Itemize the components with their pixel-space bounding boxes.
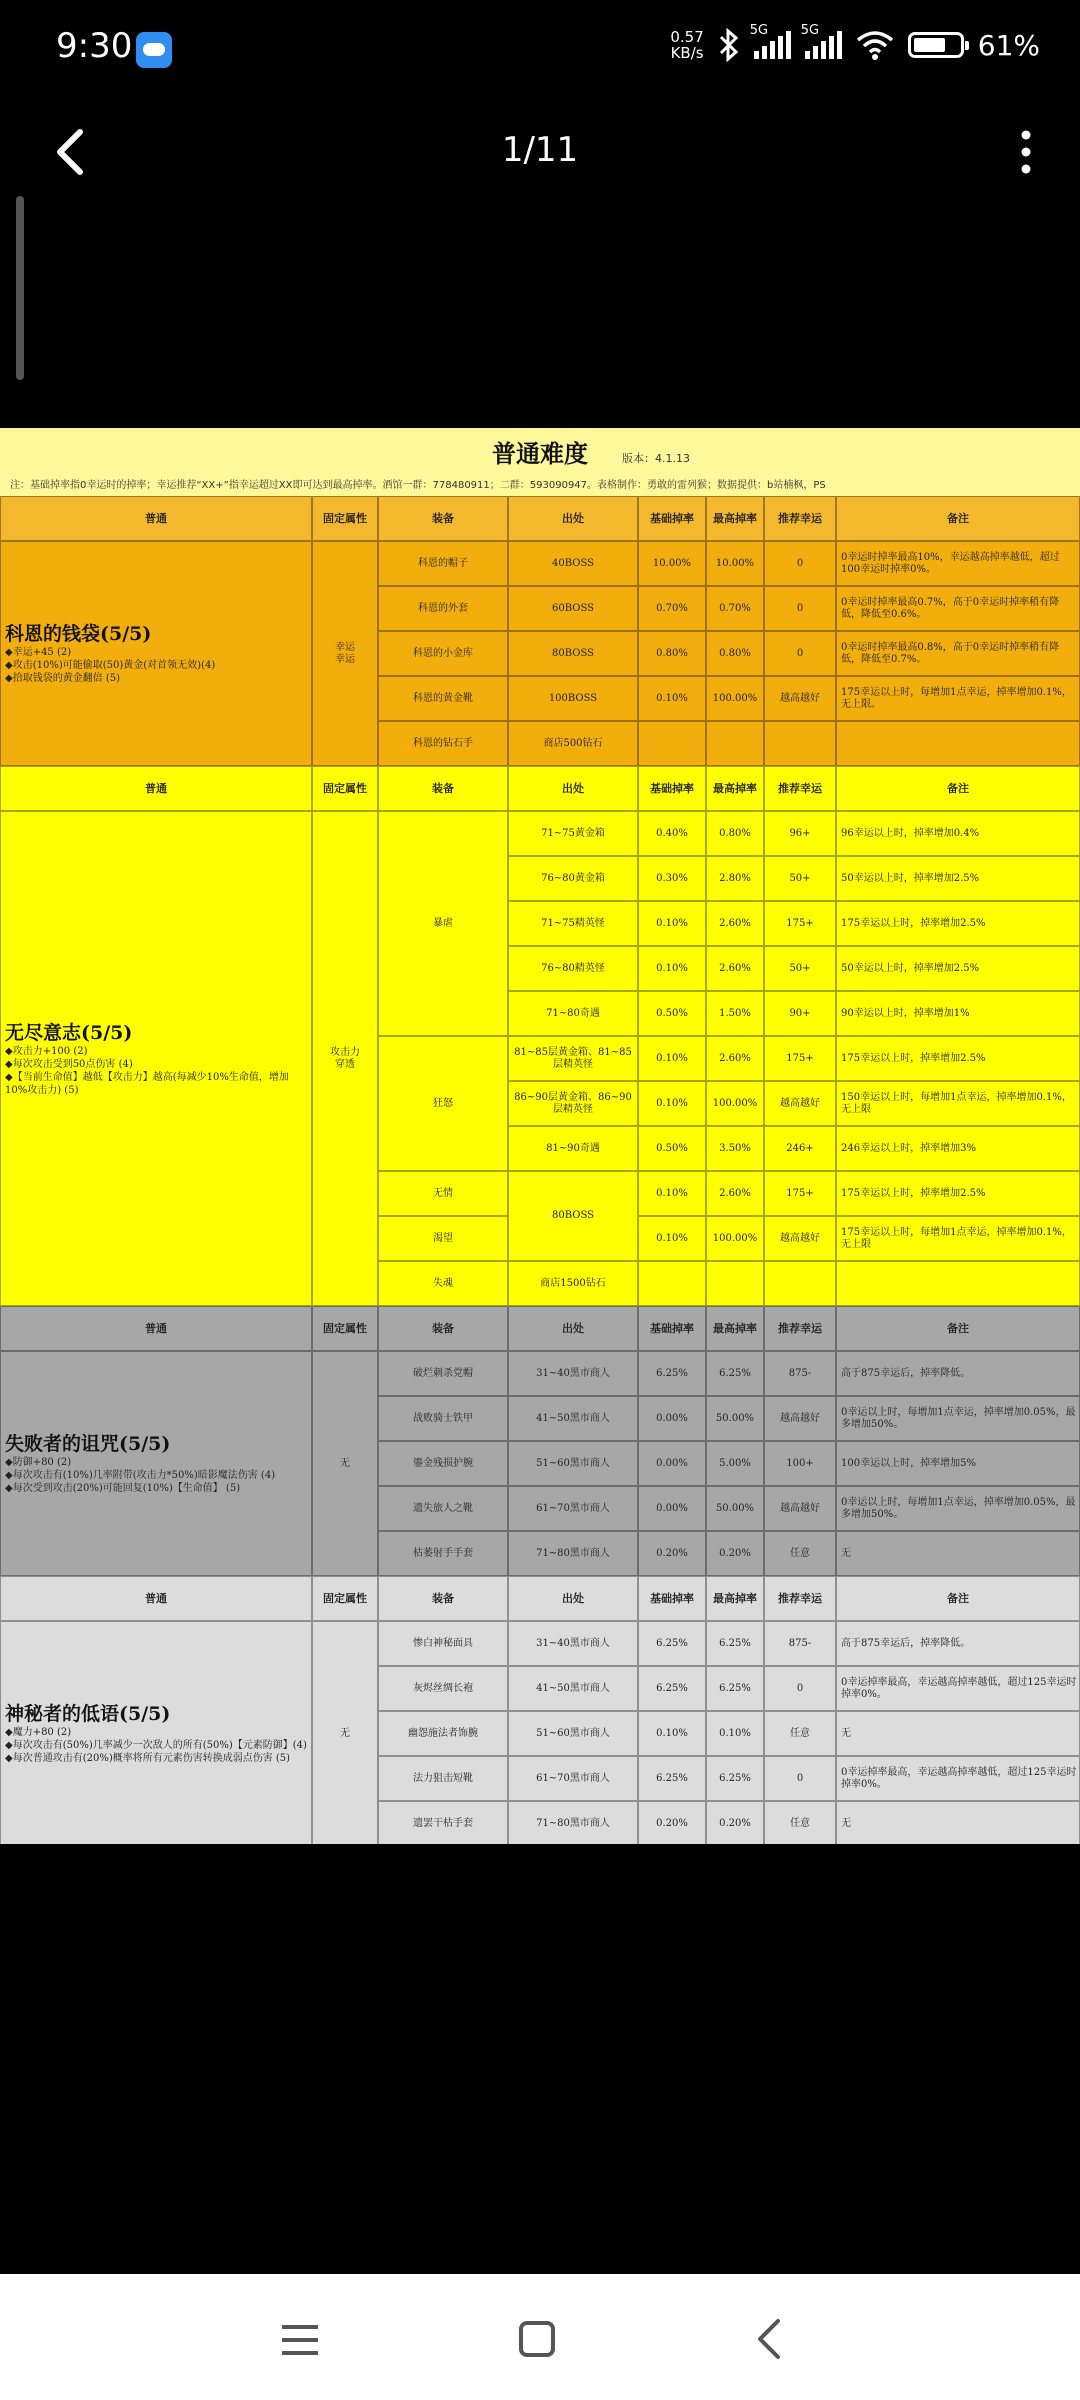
luck-cell: 96+ <box>764 811 836 856</box>
max-rate-cell: 6.25% <box>706 1621 764 1666</box>
base-rate-cell: 0.10% <box>638 901 706 946</box>
set-effect: ◆每次攻击有(10%)几率附带(攻击力*50%)暗影魔法伤害 (4) <box>5 1470 276 1481</box>
max-rate-cell: 0.20% <box>706 1531 764 1576</box>
set-effect: ◆拾取钱袋的黄金翻倍 (5) <box>5 673 121 684</box>
set-name: 神秘者的低语(5/5) <box>5 1703 171 1725</box>
header-note: 备注 <box>836 1306 1080 1351</box>
set-effect: ◆每次攻击有(50%)几率减少一次敌人的所有(50%)【元素防御】(4) <box>5 1740 307 1751</box>
base-rate-cell: 0.10% <box>638 946 706 991</box>
set-effect: ◆防御+80 (2) <box>5 1457 72 1468</box>
header-note: 备注 <box>836 766 1080 811</box>
set-effect: ◆攻击(10%)可能偷取(50)黄金(对首领无效)(4) <box>5 660 216 671</box>
header-luck: 推荐幸运 <box>764 496 836 541</box>
base-rate-cell: 0.50% <box>638 1126 706 1171</box>
equip-cell: 灰烬丝绸长袍 <box>378 1666 508 1711</box>
note-cell: 175幸运以上时，每增加1点幸运，掉率增加0.1%，无上限。 <box>836 676 1080 721</box>
source-cell: 60BOSS <box>508 586 638 631</box>
source-cell: 76~80精英怪 <box>508 946 638 991</box>
header-fixed: 固定属性 <box>312 1576 378 1621</box>
set-effect: ◆【当前生命值】越低【攻击力】越高(每减少10%生命值，增加10%攻击力) (5) <box>5 1071 289 1096</box>
max-rate-cell: 10.00% <box>706 541 764 586</box>
note-cell: 高于875幸运后，掉率降低。 <box>836 1351 1080 1396</box>
base-rate-cell: 0.80% <box>638 631 706 676</box>
header-max-rate: 最高掉率 <box>706 496 764 541</box>
header-set: 普通 <box>0 1576 312 1621</box>
equip-cell: 狂怒 <box>378 1036 508 1171</box>
base-rate-cell: 6.25% <box>638 1621 706 1666</box>
header-set: 普通 <box>0 1306 312 1351</box>
header-fixed: 固定属性 <box>312 1306 378 1351</box>
net-speed-value: 0.57 <box>670 28 704 46</box>
header-equip: 装备 <box>378 1576 508 1621</box>
header-luck: 推荐幸运 <box>764 1576 836 1621</box>
header-source: 出处 <box>508 1306 638 1351</box>
max-rate-cell: 0.20% <box>706 1801 764 1844</box>
source-cell: 商店1500钻石 <box>508 1261 638 1306</box>
source-cell: 31~40黑市商人 <box>508 1621 638 1666</box>
header-base-rate: 基础掉率 <box>638 496 706 541</box>
header-max-rate: 最高掉率 <box>706 1576 764 1621</box>
document-title-band <box>0 428 1080 497</box>
source-cell: 100BOSS <box>508 676 638 721</box>
source-cell: 71~80奇遇 <box>508 991 638 1036</box>
base-rate-cell: 0.10% <box>638 1216 706 1261</box>
max-rate-cell: 6.25% <box>706 1351 764 1396</box>
equip-cell: 枯萎射手手套 <box>378 1531 508 1576</box>
max-rate-cell: 6.25% <box>706 1666 764 1711</box>
max-rate-cell: 1.50% <box>706 991 764 1036</box>
luck-cell: 越高越好 <box>764 1396 836 1441</box>
equip-cell: 遗罢干枯手套 <box>378 1801 508 1844</box>
luck-cell: 0 <box>764 631 836 676</box>
base-rate-cell: 0.10% <box>638 1081 706 1126</box>
base-rate-cell: 6.25% <box>638 1666 706 1711</box>
more-vert-icon[interactable] <box>1020 130 1032 174</box>
home-square-icon[interactable] <box>518 2320 556 2358</box>
max-rate-cell: 50.00% <box>706 1396 764 1441</box>
base-rate-cell <box>638 1261 706 1306</box>
note-cell: 50幸运以上时，掉率增加2.5% <box>836 946 1080 991</box>
luck-cell <box>764 721 836 766</box>
base-rate-cell: 10.00% <box>638 541 706 586</box>
signal-2-label: 5G <box>800 23 820 38</box>
equip-cell: 科恩的钻石手 <box>378 721 508 766</box>
equip-cell: 鎏金残损护腕 <box>378 1441 508 1486</box>
source-cell: 76~80黄金箱 <box>508 856 638 901</box>
set-info <box>5 1432 275 1495</box>
max-rate-cell: 2.80% <box>706 856 764 901</box>
note-cell: 175幸运以上时，掉率增加2.5% <box>836 901 1080 946</box>
document-image[interactable] <box>0 428 1080 1844</box>
max-rate-cell <box>706 721 764 766</box>
max-rate-cell: 0.80% <box>706 811 764 856</box>
base-rate-cell: 0.10% <box>638 1036 706 1081</box>
max-rate-cell: 2.60% <box>706 901 764 946</box>
max-rate-cell: 5.00% <box>706 1441 764 1486</box>
back-chevron-icon[interactable] <box>756 2318 782 2360</box>
base-rate-cell: 0.20% <box>638 1801 706 1844</box>
base-rate-cell: 0.20% <box>638 1531 706 1576</box>
set-effect: ◆每次攻击受到50点伤害 (4) <box>5 1058 133 1070</box>
cloud-app-icon <box>136 32 172 68</box>
document-title: 普通难度 <box>492 439 588 468</box>
luck-cell <box>764 1261 836 1306</box>
header-source: 出处 <box>508 496 638 541</box>
fixed-attr-cell: 幸运 幸运 <box>312 541 378 766</box>
header-equip: 装备 <box>378 766 508 811</box>
fixed-attr-cell: 无 <box>312 1351 378 1576</box>
equip-cell: 暴虐 <box>378 811 508 1036</box>
battery-icon <box>908 32 964 58</box>
equip-cell: 遗失旅人之靴 <box>378 1486 508 1531</box>
header-fixed: 固定属性 <box>312 496 378 541</box>
max-rate-cell: 50.00% <box>706 1486 764 1531</box>
equip-cell: 战败骑士铁甲 <box>378 1396 508 1441</box>
set-effect: ◆幸运+45 (2) <box>5 647 72 658</box>
luck-cell: 875- <box>764 1351 836 1396</box>
equip-cell: 幽怨施法者饰腕 <box>378 1711 508 1756</box>
max-rate-cell: 2.60% <box>706 1036 764 1081</box>
base-rate-cell: 0.40% <box>638 811 706 856</box>
set-info <box>5 1021 309 1097</box>
system-nav-bar <box>0 2274 1080 2400</box>
source-cell: 71~75精英怪 <box>508 901 638 946</box>
source-cell: 71~80黑市商人 <box>508 1531 638 1576</box>
set-effect: ◆攻击力+100 (2) <box>5 1045 88 1057</box>
fixed-attr-cell: 攻击力 穿透 <box>312 811 378 1306</box>
max-rate-cell: 0.70% <box>706 586 764 631</box>
source-cell: 81~90奇遇 <box>508 1126 638 1171</box>
bluetooth-icon <box>718 28 740 62</box>
max-rate-cell: 0.80% <box>706 631 764 676</box>
set-cell <box>0 1621 312 1844</box>
note-cell: 无 <box>836 1801 1080 1844</box>
header-note: 备注 <box>836 496 1080 541</box>
signal-2-icon <box>800 23 842 59</box>
note-cell: 246幸运以上时，掉率增加3% <box>836 1126 1080 1171</box>
luck-cell: 50+ <box>764 946 836 991</box>
note-cell: 高于875幸运后，掉率降低。 <box>836 1621 1080 1666</box>
luck-cell: 越高越好 <box>764 1216 836 1261</box>
net-speed-unit: KB/s <box>670 44 704 62</box>
base-rate-cell: 0.10% <box>638 1171 706 1216</box>
luck-cell: 越高越好 <box>764 676 836 721</box>
note-cell: 0幸运时掉率最高10%，幸运越高掉率越低，超过100幸运时掉率0%。 <box>836 541 1080 586</box>
luck-cell: 875- <box>764 1621 836 1666</box>
menu-icon[interactable] <box>280 2322 320 2358</box>
header-luck: 推荐幸运 <box>764 1306 836 1351</box>
max-rate-cell: 100.00% <box>706 1216 764 1261</box>
luck-cell: 任意 <box>764 1801 836 1844</box>
set-cell <box>0 1351 312 1576</box>
set-effect: ◆每次受到攻击(20%)可能回复(10%)【生命值】 (5) <box>5 1483 241 1494</box>
set-info <box>5 622 215 685</box>
note-cell: 无 <box>836 1711 1080 1756</box>
fixed-attr-cell: 无 <box>312 1621 378 1844</box>
signal-1-label: 5G <box>749 23 769 38</box>
luck-cell: 越高越好 <box>764 1486 836 1531</box>
equip-cell: 法力狙击短靴 <box>378 1756 508 1801</box>
luck-cell: 0 <box>764 1756 836 1801</box>
header-fixed: 固定属性 <box>312 766 378 811</box>
base-rate-cell: 0.70% <box>638 586 706 631</box>
signal-1-icon <box>749 23 791 59</box>
wifi-icon <box>856 30 894 60</box>
header-base-rate: 基础掉率 <box>638 1576 706 1621</box>
base-rate-cell <box>638 721 706 766</box>
luck-cell: 0 <box>764 541 836 586</box>
note-cell: 175幸运以上时，掉率增加2.5% <box>836 1171 1080 1216</box>
header-set: 普通 <box>0 496 312 541</box>
base-rate-cell: 6.25% <box>638 1756 706 1801</box>
status-icons <box>670 23 1040 62</box>
luck-cell: 任意 <box>764 1711 836 1756</box>
note-cell: 150幸运以上时，每增加1点幸运，掉率增加0.1%，无上限 <box>836 1081 1080 1126</box>
luck-cell: 90+ <box>764 991 836 1036</box>
source-cell: 41~50黑市商人 <box>508 1396 638 1441</box>
luck-cell: 175+ <box>764 1171 836 1216</box>
source-cell: 86~90层黄金箱、86~90层精英怪 <box>508 1081 638 1126</box>
luck-cell: 任意 <box>764 1531 836 1576</box>
note-cell: 100幸运以上时，掉率增加5% <box>836 1441 1080 1486</box>
base-rate-cell: 0.10% <box>638 1711 706 1756</box>
base-rate-cell: 6.25% <box>638 1351 706 1396</box>
source-cell: 41~50黑市商人 <box>508 1666 638 1711</box>
luck-cell: 0 <box>764 586 836 631</box>
base-rate-cell: 0.10% <box>638 676 706 721</box>
max-rate-cell: 0.10% <box>706 1711 764 1756</box>
source-cell: 81~85层黄金箱、81~85层精英怪 <box>508 1036 638 1081</box>
equip-cell: 破烂刺杀党帽 <box>378 1351 508 1396</box>
page-indicator: 1/11 <box>501 130 579 170</box>
document-version: 版本：4.1.13 <box>622 452 690 465</box>
scroll-indicator[interactable] <box>16 196 24 380</box>
header-set: 普通 <box>0 766 312 811</box>
viewer-top-bar <box>0 100 1080 204</box>
max-rate-cell: 100.00% <box>706 1081 764 1126</box>
header-base-rate: 基础掉率 <box>638 1306 706 1351</box>
equip-cell: 科恩的帽子 <box>378 541 508 586</box>
note-cell <box>836 721 1080 766</box>
set-name: 无尽意志(5/5) <box>5 1021 133 1044</box>
note-cell: 0幸运时掉率最高0.8%，高于0幸运时掉率稍有降低，降低至0.7%。 <box>836 631 1080 676</box>
base-rate-cell: 0.00% <box>638 1441 706 1486</box>
source-cell: 31~40黑市商人 <box>508 1351 638 1396</box>
header-max-rate: 最高掉率 <box>706 1306 764 1351</box>
equip-cell: 无情 <box>378 1171 508 1216</box>
source-cell: 40BOSS <box>508 541 638 586</box>
base-rate-cell: 0.00% <box>638 1486 706 1531</box>
note-cell: 0幸运掉率最高，幸运越高掉率越低，超过125幸运时掉率0%。 <box>836 1666 1080 1711</box>
set-cell <box>0 811 312 1306</box>
max-rate-cell: 6.25% <box>706 1756 764 1801</box>
header-luck: 推荐幸运 <box>764 766 836 811</box>
max-rate-cell <box>706 1261 764 1306</box>
source-cell: 51~60黑市商人 <box>508 1441 638 1486</box>
max-rate-cell: 3.50% <box>706 1126 764 1171</box>
source-cell: 61~70黑市商人 <box>508 1756 638 1801</box>
equip-cell: 科恩的小金库 <box>378 631 508 676</box>
equip-cell: 科恩的外套 <box>378 586 508 631</box>
note-cell: 175幸运以上时，掉率增加2.5% <box>836 1036 1080 1081</box>
header-source: 出处 <box>508 1576 638 1621</box>
document-note: 注：基础掉率指0幸运时的掉率；幸运推荐“XX+”指幸运超过XX即可达到最高掉率。酒馆一群：778480911；二群：593090947。表格制作：勇敢的雷列猴；数据提供：b站楠枫，PS <box>10 480 826 491</box>
equip-cell: 渴望 <box>378 1216 508 1261</box>
source-cell: 80BOSS <box>508 631 638 676</box>
luck-cell: 246+ <box>764 1126 836 1171</box>
note-cell: 无 <box>836 1531 1080 1576</box>
status-time: 9:30 <box>56 26 133 66</box>
note-cell: 0幸运以上时，每增加1点幸运，掉率增加0.05%，最多增加50%。 <box>836 1396 1080 1441</box>
source-cell: 80BOSS <box>508 1171 638 1261</box>
max-rate-cell: 2.60% <box>706 1171 764 1216</box>
header-max-rate: 最高掉率 <box>706 766 764 811</box>
header-note: 备注 <box>836 1576 1080 1621</box>
header-equip: 装备 <box>378 496 508 541</box>
header-equip: 装备 <box>378 1306 508 1351</box>
luck-cell: 越高越好 <box>764 1081 836 1126</box>
net-speed <box>670 29 703 61</box>
set-name: 失败者的诅咒(5/5) <box>5 1433 171 1455</box>
set-info <box>5 1702 307 1765</box>
set-name: 科恩的钱袋(5/5) <box>5 623 152 645</box>
header-source: 出处 <box>508 766 638 811</box>
header-base-rate: 基础掉率 <box>638 766 706 811</box>
luck-cell: 175+ <box>764 901 836 946</box>
luck-cell: 175+ <box>764 1036 836 1081</box>
source-cell: 61~70黑市商人 <box>508 1486 638 1531</box>
note-cell: 96幸运以上时，掉率增加0.4% <box>836 811 1080 856</box>
note-cell: 0幸运以上时，每增加1点幸运，掉率增加0.05%，最多增加50%。 <box>836 1486 1080 1531</box>
note-cell: 175幸运以上时，每增加1点幸运，掉率增加0.1%，无上限 <box>836 1216 1080 1261</box>
set-effect: ◆每次普通攻击有(20%)概率将所有元素伤害转换成弱点伤害 (5) <box>5 1753 291 1764</box>
base-rate-cell: 0.30% <box>638 856 706 901</box>
set-effect: ◆魔力+80 (2) <box>5 1727 72 1738</box>
note-cell <box>836 1261 1080 1306</box>
source-cell: 商店500钻石 <box>508 721 638 766</box>
note-cell: 50幸运以上时，掉率增加2.5% <box>836 856 1080 901</box>
source-cell: 71~75黄金箱 <box>508 811 638 856</box>
luck-cell: 50+ <box>764 856 836 901</box>
battery-percent: 61% <box>977 28 1040 62</box>
note-cell: 0幸运掉率最高，幸运越高掉率越低，超过125幸运时掉率0%。 <box>836 1756 1080 1801</box>
max-rate-cell: 100.00% <box>706 676 764 721</box>
note-cell: 0幸运时掉率最高0.7%，高于0幸运时掉率稍有降低，降低至0.6%。 <box>836 586 1080 631</box>
set-cell <box>0 541 312 766</box>
luck-cell: 0 <box>764 1666 836 1711</box>
max-rate-cell: 2.60% <box>706 946 764 991</box>
base-rate-cell: 0.00% <box>638 1396 706 1441</box>
note-cell: 90幸运以上时，掉率增加1% <box>836 991 1080 1036</box>
source-cell: 51~60黑市商人 <box>508 1711 638 1756</box>
equip-cell: 惨白神秘面具 <box>378 1621 508 1666</box>
luck-cell: 100+ <box>764 1441 836 1486</box>
equip-cell: 科恩的黄金靴 <box>378 676 508 721</box>
equip-cell: 失魂 <box>378 1261 508 1306</box>
source-cell: 71~80黑市商人 <box>508 1801 638 1844</box>
status-bar <box>0 0 1080 100</box>
base-rate-cell: 0.50% <box>638 991 706 1036</box>
